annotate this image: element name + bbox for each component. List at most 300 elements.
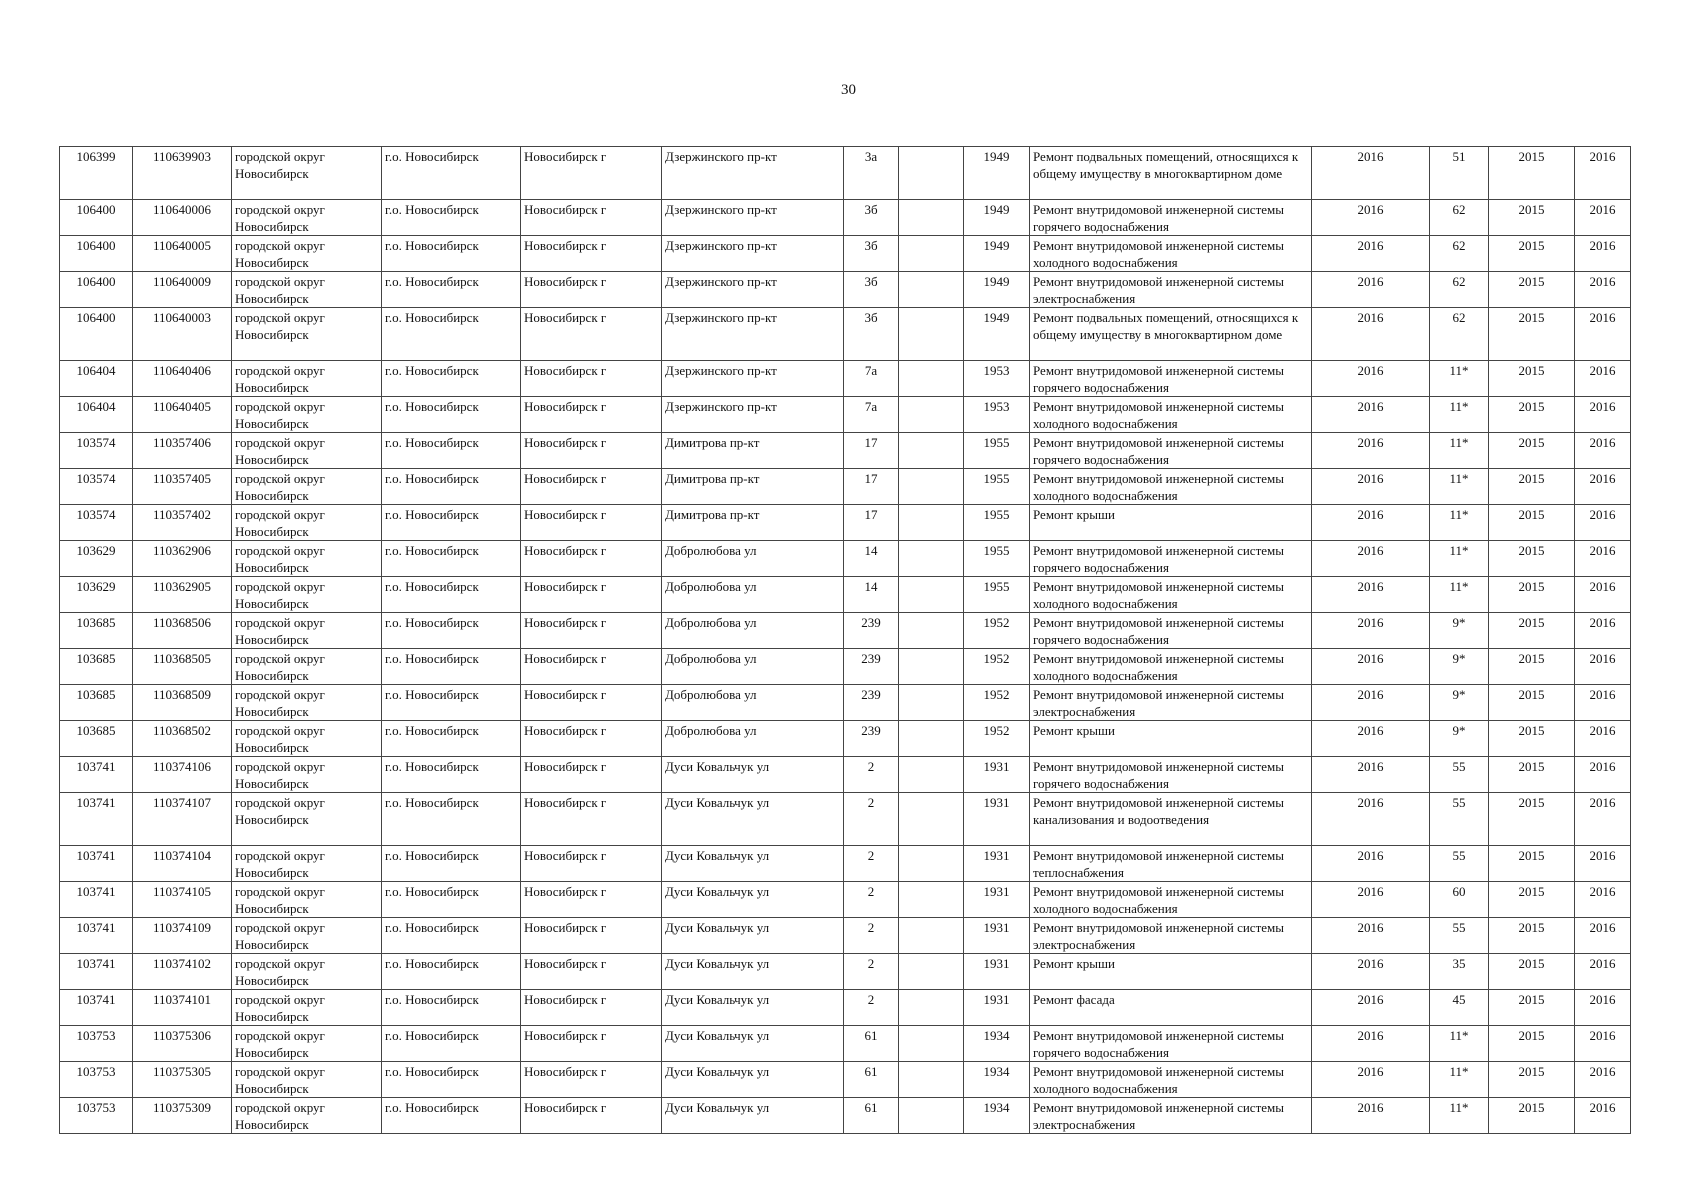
cell-year: 1949 — [964, 200, 1030, 236]
cell-start-year: 2015 — [1489, 577, 1575, 613]
cell-plan-year: 2016 — [1312, 541, 1430, 577]
cell-code: 110374109 — [133, 918, 232, 954]
cell-end-year: 2016 — [1575, 1026, 1631, 1062]
cell-value: 11* — [1430, 505, 1489, 541]
cell-district: городской округ Новосибирск — [232, 397, 382, 433]
cell-plan-year: 2016 — [1312, 649, 1430, 685]
cell-street: Добролюбова ул — [662, 721, 844, 757]
cell-year: 1934 — [964, 1098, 1030, 1134]
cell-district: городской округ Новосибирск — [232, 613, 382, 649]
cell-house: 3б — [844, 236, 899, 272]
cell-city: Новосибирск г — [521, 469, 662, 505]
cell-id: 106400 — [60, 272, 133, 308]
cell-start-year: 2015 — [1489, 721, 1575, 757]
cell-plan-year: 2016 — [1312, 613, 1430, 649]
cell-extra — [899, 990, 964, 1026]
cell-plan-year: 2016 — [1312, 272, 1430, 308]
cell-street: Добролюбова ул — [662, 577, 844, 613]
cell-start-year: 2015 — [1489, 469, 1575, 505]
cell-municipality: г.о. Новосибирск — [382, 685, 521, 721]
cell-code: 110375306 — [133, 1026, 232, 1062]
cell-plan-year: 2016 — [1312, 1062, 1430, 1098]
cell-start-year: 2015 — [1489, 433, 1575, 469]
cell-start-year: 2015 — [1489, 200, 1575, 236]
cell-id: 103741 — [60, 990, 133, 1026]
cell-extra — [899, 505, 964, 541]
cell-year: 1931 — [964, 757, 1030, 793]
cell-city: Новосибирск г — [521, 1062, 662, 1098]
cell-house: 7а — [844, 361, 899, 397]
cell-code: 110374107 — [133, 793, 232, 846]
cell-street: Добролюбова ул — [662, 685, 844, 721]
cell-id: 106399 — [60, 147, 133, 200]
cell-extra — [899, 613, 964, 649]
cell-work-type: Ремонт внутридомовой инженерной системы горячего водоснабжения — [1030, 200, 1312, 236]
cell-extra — [899, 1026, 964, 1062]
cell-city: Новосибирск г — [521, 308, 662, 361]
cell-year: 1953 — [964, 361, 1030, 397]
cell-value: 55 — [1430, 918, 1489, 954]
cell-municipality: г.о. Новосибирск — [382, 721, 521, 757]
cell-value: 62 — [1430, 236, 1489, 272]
cell-id: 106400 — [60, 236, 133, 272]
cell-house: 239 — [844, 649, 899, 685]
cell-extra — [899, 433, 964, 469]
cell-start-year: 2015 — [1489, 649, 1575, 685]
cell-value: 11* — [1430, 433, 1489, 469]
cell-start-year: 2015 — [1489, 613, 1575, 649]
cell-start-year: 2015 — [1489, 685, 1575, 721]
cell-work-type: Ремонт внутридомовой инженерной системы электроснабжения — [1030, 685, 1312, 721]
cell-end-year: 2016 — [1575, 613, 1631, 649]
table-row — [60, 200, 1631, 236]
cell-value: 55 — [1430, 793, 1489, 846]
cell-house: 3б — [844, 272, 899, 308]
cell-extra — [899, 721, 964, 757]
cell-end-year: 2016 — [1575, 846, 1631, 882]
cell-code: 110357402 — [133, 505, 232, 541]
cell-id: 103574 — [60, 433, 133, 469]
table-row — [60, 954, 1631, 990]
cell-municipality: г.о. Новосибирск — [382, 397, 521, 433]
cell-city: Новосибирск г — [521, 433, 662, 469]
cell-extra — [899, 469, 964, 505]
table-row — [60, 846, 1631, 882]
cell-work-type: Ремонт крыши — [1030, 954, 1312, 990]
cell-value: 11* — [1430, 397, 1489, 433]
cell-city: Новосибирск г — [521, 613, 662, 649]
cell-house: 2 — [844, 793, 899, 846]
cell-district: городской округ Новосибирск — [232, 954, 382, 990]
cell-municipality: г.о. Новосибирск — [382, 1098, 521, 1134]
cell-start-year: 2015 — [1489, 541, 1575, 577]
cell-id: 103685 — [60, 649, 133, 685]
cell-district: городской округ Новосибирск — [232, 757, 382, 793]
cell-extra — [899, 1062, 964, 1098]
cell-city: Новосибирск г — [521, 882, 662, 918]
cell-house: 17 — [844, 433, 899, 469]
cell-code: 110368505 — [133, 649, 232, 685]
cell-year: 1955 — [964, 541, 1030, 577]
cell-code: 110640405 — [133, 397, 232, 433]
cell-year: 1949 — [964, 308, 1030, 361]
cell-work-type: Ремонт внутридомовой инженерной системы горячего водоснабжения — [1030, 361, 1312, 397]
cell-work-type: Ремонт внутридомовой инженерной системы холодного водоснабжения — [1030, 649, 1312, 685]
cell-house: 14 — [844, 541, 899, 577]
cell-house: 3а — [844, 147, 899, 200]
cell-plan-year: 2016 — [1312, 1098, 1430, 1134]
cell-year: 1949 — [964, 147, 1030, 200]
cell-id: 103685 — [60, 685, 133, 721]
table-row — [60, 1062, 1631, 1098]
cell-house: 2 — [844, 954, 899, 990]
cell-id: 103741 — [60, 954, 133, 990]
cell-value: 9* — [1430, 721, 1489, 757]
cell-extra — [899, 918, 964, 954]
cell-end-year: 2016 — [1575, 990, 1631, 1026]
cell-city: Новосибирск г — [521, 577, 662, 613]
cell-house: 2 — [844, 882, 899, 918]
cell-code: 110374104 — [133, 846, 232, 882]
cell-house: 3б — [844, 308, 899, 361]
cell-street: Дуси Ковальчук ул — [662, 954, 844, 990]
cell-start-year: 2015 — [1489, 1026, 1575, 1062]
table-body — [60, 147, 1631, 1134]
table-row — [60, 1098, 1631, 1134]
cell-municipality: г.о. Новосибирск — [382, 793, 521, 846]
cell-start-year: 2015 — [1489, 236, 1575, 272]
cell-end-year: 2016 — [1575, 397, 1631, 433]
cell-house: 239 — [844, 613, 899, 649]
cell-start-year: 2015 — [1489, 990, 1575, 1026]
cell-code: 110640005 — [133, 236, 232, 272]
cell-end-year: 2016 — [1575, 882, 1631, 918]
cell-street: Дуси Ковальчук ул — [662, 882, 844, 918]
cell-start-year: 2015 — [1489, 147, 1575, 200]
cell-year: 1955 — [964, 505, 1030, 541]
cell-id: 103685 — [60, 721, 133, 757]
cell-district: городской округ Новосибирск — [232, 236, 382, 272]
cell-end-year: 2016 — [1575, 757, 1631, 793]
table-row — [60, 649, 1631, 685]
cell-year: 1934 — [964, 1026, 1030, 1062]
cell-id: 103741 — [60, 846, 133, 882]
cell-street: Димитрова пр-кт — [662, 469, 844, 505]
cell-end-year: 2016 — [1575, 505, 1631, 541]
table-row — [60, 272, 1631, 308]
cell-city: Новосибирск г — [521, 793, 662, 846]
cell-code: 110374102 — [133, 954, 232, 990]
cell-value: 62 — [1430, 200, 1489, 236]
cell-plan-year: 2016 — [1312, 505, 1430, 541]
cell-value: 60 — [1430, 882, 1489, 918]
cell-value: 35 — [1430, 954, 1489, 990]
cell-id: 106404 — [60, 397, 133, 433]
cell-value: 62 — [1430, 272, 1489, 308]
table-row — [60, 397, 1631, 433]
cell-city: Новосибирск г — [521, 505, 662, 541]
cell-city: Новосибирск г — [521, 541, 662, 577]
cell-end-year: 2016 — [1575, 685, 1631, 721]
cell-plan-year: 2016 — [1312, 990, 1430, 1026]
cell-year: 1955 — [964, 433, 1030, 469]
cell-city: Новосибирск г — [521, 649, 662, 685]
cell-extra — [899, 846, 964, 882]
cell-district: городской округ Новосибирск — [232, 882, 382, 918]
cell-municipality: г.о. Новосибирск — [382, 954, 521, 990]
cell-start-year: 2015 — [1489, 954, 1575, 990]
cell-municipality: г.о. Новосибирск — [382, 505, 521, 541]
cell-end-year: 2016 — [1575, 147, 1631, 200]
cell-district: городской округ Новосибирск — [232, 1026, 382, 1062]
cell-district: городской округ Новосибирск — [232, 308, 382, 361]
cell-district: городской округ Новосибирск — [232, 505, 382, 541]
cell-district: городской округ Новосибирск — [232, 846, 382, 882]
table-row — [60, 147, 1631, 200]
cell-value: 11* — [1430, 577, 1489, 613]
cell-code: 110640006 — [133, 200, 232, 236]
cell-street: Димитрова пр-кт — [662, 505, 844, 541]
cell-start-year: 2015 — [1489, 1062, 1575, 1098]
table-row — [60, 541, 1631, 577]
cell-extra — [899, 954, 964, 990]
cell-plan-year: 2016 — [1312, 200, 1430, 236]
cell-district: городской округ Новосибирск — [232, 200, 382, 236]
table-row — [60, 882, 1631, 918]
cell-extra — [899, 793, 964, 846]
cell-plan-year: 2016 — [1312, 918, 1430, 954]
cell-municipality: г.о. Новосибирск — [382, 236, 521, 272]
table-row — [60, 685, 1631, 721]
cell-end-year: 2016 — [1575, 793, 1631, 846]
cell-district: городской округ Новосибирск — [232, 541, 382, 577]
cell-street: Дуси Ковальчук ул — [662, 990, 844, 1026]
cell-extra — [899, 272, 964, 308]
cell-id: 103574 — [60, 505, 133, 541]
cell-id: 103741 — [60, 882, 133, 918]
cell-street: Дзержинского пр-кт — [662, 236, 844, 272]
cell-house: 17 — [844, 505, 899, 541]
cell-municipality: г.о. Новосибирск — [382, 882, 521, 918]
cell-code: 110374105 — [133, 882, 232, 918]
cell-extra — [899, 685, 964, 721]
table-row — [60, 721, 1631, 757]
cell-value: 51 — [1430, 147, 1489, 200]
cell-street: Дуси Ковальчук ул — [662, 918, 844, 954]
cell-end-year: 2016 — [1575, 1098, 1631, 1134]
cell-start-year: 2015 — [1489, 793, 1575, 846]
cell-start-year: 2015 — [1489, 882, 1575, 918]
table-row — [60, 613, 1631, 649]
cell-year: 1952 — [964, 649, 1030, 685]
table-row — [60, 469, 1631, 505]
cell-plan-year: 2016 — [1312, 846, 1430, 882]
cell-value: 55 — [1430, 757, 1489, 793]
cell-municipality: г.о. Новосибирск — [382, 613, 521, 649]
cell-id: 103753 — [60, 1026, 133, 1062]
cell-plan-year: 2016 — [1312, 433, 1430, 469]
cell-house: 17 — [844, 469, 899, 505]
cell-house: 2 — [844, 990, 899, 1026]
cell-work-type: Ремонт внутридомовой инженерной системы холодного водоснабжения — [1030, 397, 1312, 433]
cell-id: 103741 — [60, 793, 133, 846]
cell-work-type: Ремонт подвальных помещений, относящихся к общему имуществу в многоквартирном доме — [1030, 308, 1312, 361]
cell-end-year: 2016 — [1575, 433, 1631, 469]
cell-value: 9* — [1430, 685, 1489, 721]
cell-district: городской округ Новосибирск — [232, 721, 382, 757]
cell-value: 45 — [1430, 990, 1489, 1026]
table-row — [60, 236, 1631, 272]
cell-value: 11* — [1430, 361, 1489, 397]
cell-end-year: 2016 — [1575, 200, 1631, 236]
cell-plan-year: 2016 — [1312, 793, 1430, 846]
cell-municipality: г.о. Новосибирск — [382, 918, 521, 954]
table-row — [60, 361, 1631, 397]
cell-year: 1931 — [964, 990, 1030, 1026]
cell-code: 110362905 — [133, 577, 232, 613]
cell-street: Дуси Ковальчук ул — [662, 1062, 844, 1098]
cell-city: Новосибирск г — [521, 990, 662, 1026]
cell-end-year: 2016 — [1575, 649, 1631, 685]
cell-value: 11* — [1430, 469, 1489, 505]
cell-municipality: г.о. Новосибирск — [382, 147, 521, 200]
cell-code: 110640009 — [133, 272, 232, 308]
cell-city: Новосибирск г — [521, 954, 662, 990]
cell-district: городской округ Новосибирск — [232, 1062, 382, 1098]
cell-street: Дуси Ковальчук ул — [662, 1026, 844, 1062]
cell-value: 11* — [1430, 1062, 1489, 1098]
cell-work-type: Ремонт внутридомовой инженерной системы холодного водоснабжения — [1030, 236, 1312, 272]
cell-value: 11* — [1430, 1026, 1489, 1062]
cell-work-type: Ремонт крыши — [1030, 505, 1312, 541]
cell-extra — [899, 236, 964, 272]
cell-street: Дзержинского пр-кт — [662, 361, 844, 397]
cell-city: Новосибирск г — [521, 846, 662, 882]
cell-house: 7а — [844, 397, 899, 433]
cell-work-type: Ремонт фасада — [1030, 990, 1312, 1026]
cell-start-year: 2015 — [1489, 757, 1575, 793]
cell-municipality: г.о. Новосибирск — [382, 469, 521, 505]
cell-id: 103741 — [60, 918, 133, 954]
cell-year: 1931 — [964, 918, 1030, 954]
cell-id: 103753 — [60, 1062, 133, 1098]
cell-id: 103753 — [60, 1098, 133, 1134]
cell-extra — [899, 649, 964, 685]
cell-year: 1952 — [964, 721, 1030, 757]
cell-end-year: 2016 — [1575, 236, 1631, 272]
cell-city: Новосибирск г — [521, 361, 662, 397]
cell-start-year: 2015 — [1489, 918, 1575, 954]
cell-code: 110357405 — [133, 469, 232, 505]
cell-municipality: г.о. Новосибирск — [382, 577, 521, 613]
table-row — [60, 918, 1631, 954]
cell-end-year: 2016 — [1575, 361, 1631, 397]
cell-work-type: Ремонт внутридомовой инженерной системы горячего водоснабжения — [1030, 1026, 1312, 1062]
cell-house: 239 — [844, 685, 899, 721]
cell-municipality: г.о. Новосибирск — [382, 1062, 521, 1098]
cell-district: городской округ Новосибирск — [232, 147, 382, 200]
cell-code: 110640406 — [133, 361, 232, 397]
cell-street: Дуси Ковальчук ул — [662, 1098, 844, 1134]
cell-id: 103629 — [60, 577, 133, 613]
cell-city: Новосибирск г — [521, 200, 662, 236]
cell-plan-year: 2016 — [1312, 954, 1430, 990]
cell-work-type: Ремонт внутридомовой инженерной системы электроснабжения — [1030, 1098, 1312, 1134]
cell-end-year: 2016 — [1575, 541, 1631, 577]
cell-end-year: 2016 — [1575, 272, 1631, 308]
cell-work-type: Ремонт внутридомовой инженерной системы канализования и водоотведения — [1030, 793, 1312, 846]
cell-year: 1953 — [964, 397, 1030, 433]
table-row — [60, 433, 1631, 469]
cell-start-year: 2015 — [1489, 846, 1575, 882]
cell-city: Новосибирск г — [521, 918, 662, 954]
cell-plan-year: 2016 — [1312, 577, 1430, 613]
cell-house: 61 — [844, 1026, 899, 1062]
table-row — [60, 1026, 1631, 1062]
cell-extra — [899, 361, 964, 397]
cell-plan-year: 2016 — [1312, 469, 1430, 505]
cell-code: 110639903 — [133, 147, 232, 200]
table-row — [60, 990, 1631, 1026]
cell-house: 14 — [844, 577, 899, 613]
cell-municipality: г.о. Новосибирск — [382, 1026, 521, 1062]
cell-extra — [899, 200, 964, 236]
cell-city: Новосибирск г — [521, 236, 662, 272]
cell-code: 110374101 — [133, 990, 232, 1026]
cell-code: 110368506 — [133, 613, 232, 649]
cell-street: Добролюбова ул — [662, 613, 844, 649]
cell-start-year: 2015 — [1489, 1098, 1575, 1134]
cell-code: 110640003 — [133, 308, 232, 361]
table-row — [60, 757, 1631, 793]
cell-year: 1931 — [964, 846, 1030, 882]
cell-house: 2 — [844, 757, 899, 793]
cell-plan-year: 2016 — [1312, 308, 1430, 361]
cell-municipality: г.о. Новосибирск — [382, 990, 521, 1026]
cell-id: 103741 — [60, 757, 133, 793]
cell-street: Дзержинского пр-кт — [662, 272, 844, 308]
cell-year: 1952 — [964, 613, 1030, 649]
cell-street: Дуси Ковальчук ул — [662, 793, 844, 846]
cell-extra — [899, 1098, 964, 1134]
cell-street: Дзержинского пр-кт — [662, 397, 844, 433]
cell-work-type: Ремонт внутридомовой инженерной системы теплоснабжения — [1030, 846, 1312, 882]
cell-value: 9* — [1430, 613, 1489, 649]
cell-start-year: 2015 — [1489, 272, 1575, 308]
cell-plan-year: 2016 — [1312, 236, 1430, 272]
cell-plan-year: 2016 — [1312, 361, 1430, 397]
cell-house: 2 — [844, 918, 899, 954]
table-row — [60, 308, 1631, 361]
cell-end-year: 2016 — [1575, 577, 1631, 613]
cell-work-type: Ремонт внутридомовой инженерной системы электроснабжения — [1030, 272, 1312, 308]
cell-street: Дзержинского пр-кт — [662, 147, 844, 200]
cell-work-type: Ремонт внутридомовой инженерной системы горячего водоснабжения — [1030, 757, 1312, 793]
cell-work-type: Ремонт внутридомовой инженерной системы электроснабжения — [1030, 918, 1312, 954]
cell-work-type: Ремонт внутридомовой инженерной системы горячего водоснабжения — [1030, 613, 1312, 649]
cell-work-type: Ремонт внутридомовой инженерной системы холодного водоснабжения — [1030, 577, 1312, 613]
cell-end-year: 2016 — [1575, 954, 1631, 990]
cell-city: Новосибирск г — [521, 1026, 662, 1062]
page-number: 30 — [841, 82, 856, 98]
cell-start-year: 2015 — [1489, 361, 1575, 397]
cell-house: 2 — [844, 846, 899, 882]
cell-end-year: 2016 — [1575, 918, 1631, 954]
cell-extra — [899, 308, 964, 361]
cell-plan-year: 2016 — [1312, 721, 1430, 757]
repair-registry-table — [59, 146, 1631, 1134]
cell-municipality: г.о. Новосибирск — [382, 433, 521, 469]
